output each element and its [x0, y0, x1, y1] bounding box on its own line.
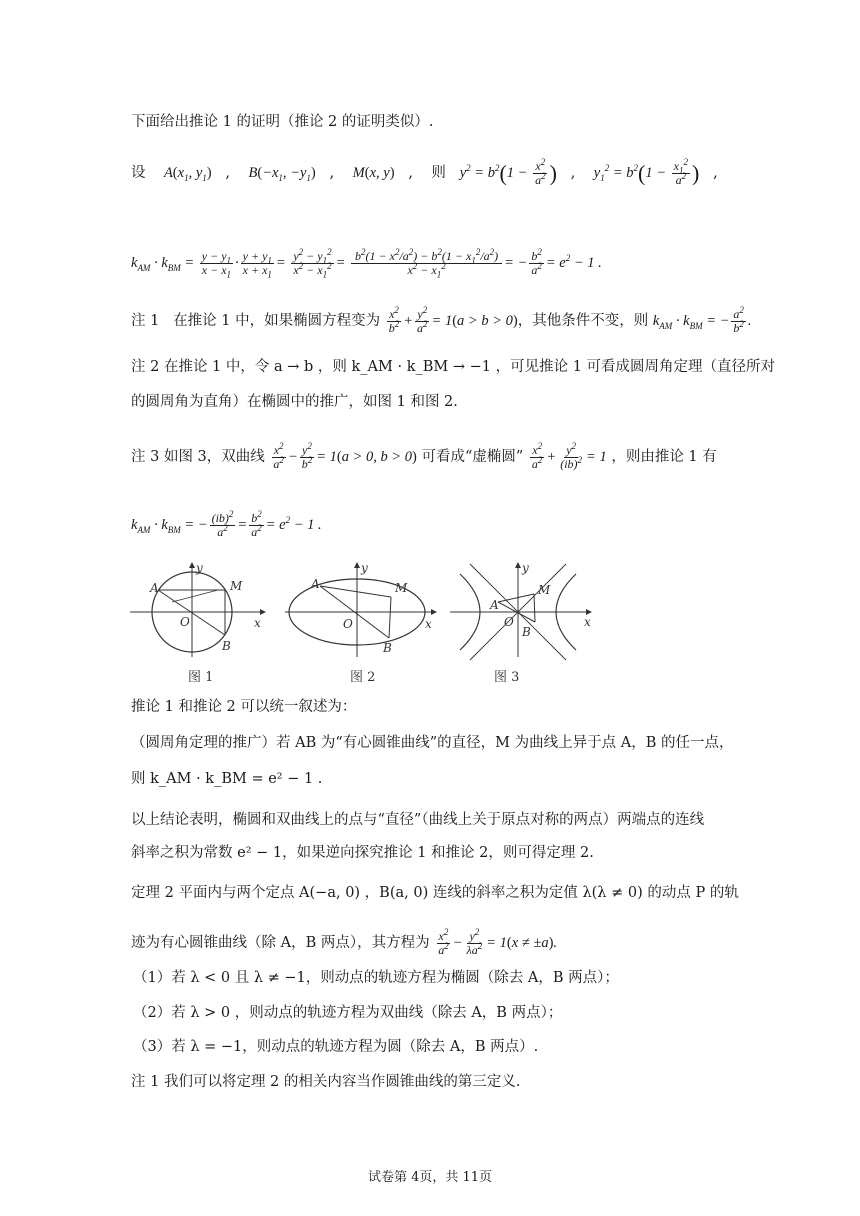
figure-2-ellipse-diagram [285, 562, 445, 662]
unify-line: 推论 1 和推论 2 可以统一叙述为： [131, 699, 357, 715]
imaginary-ellipse-formula: $\frac{x^2}{a^2}$ + $\frac{y^2}{(ib)^2}$ = 1 [531, 441, 607, 471]
y-squared-formula: $y^2 = b^2(1$ − $\frac{x^2}{a^2}$ ) [459, 157, 557, 187]
setup-word: 设 [131, 164, 146, 181]
note3-result-formula: $k_{AM} \cdot k_{BM}$ = − $\frac{(ib)^2}{a^2}$ = $\frac{b^2}{a^2}$ = $e^2 - 1$ . [131, 509, 322, 539]
fig3-label-m: M [538, 583, 551, 597]
case-3: （3）若 λ = −1，则动点的轨迹方程为圆（除去 A，B 两点）. [133, 1039, 539, 1055]
point-m-formula: M(x, y) [352, 164, 395, 181]
fig1-label-o: O [180, 615, 190, 629]
point-a-formula: $A(x_1$, $y_1$) [163, 164, 212, 183]
note3-end: ，则由推论 1 有 [611, 448, 717, 465]
fig2-label-b: B [383, 641, 392, 655]
conclusion-line2: 斜率之积为常数 e² − 1，如果逆向探究推论 1 和推论 2，则可得定理 2. [131, 845, 594, 861]
setup-then: 则 [431, 164, 446, 181]
point-b-formula: $B(-x_1$, $-y_1$) [248, 164, 316, 183]
hyperbola-formula: $\frac{x^2}{a^2}$ − $\frac{y^2}{b^2}$ = 1(a > 0, b > 0) [273, 441, 417, 471]
fig2-label-a: A [311, 577, 320, 591]
note1-ellipse-formula: $\frac{x^2}{b^2}$ + $\frac{y^2}{a^2}$ = 1(a > b > 0) [388, 305, 518, 335]
figure-1-caption: 图 1 [188, 670, 214, 685]
fig1-label-m: M [230, 579, 243, 593]
note1-line [131, 305, 752, 335]
slope-product-formula: $k_{AM} \cdot k_{BM}$ = $\frac{y - y_1}{x - x_1}$ · $\frac{y + y_1}{x + x_1}$ = $\frac{y^2 - y_1^2}{x^2 - x_1^2}$ = $\frac{b^2(1 - x^2/a^2) - b^2(1 - x_1^2/a^2)}{x^2 - x_1^2}$ = − $\frac{b^2}{a^2}$ = $e^2 - 1$ . [131, 247, 602, 280]
y1-squared-formula: $y_1^2 = b^2(1$ − $\frac{x_1^2}{a^2}$ ) [593, 157, 700, 187]
case-2: （2）若 λ > 0 ，则动点的轨迹方程为双曲线（除去 A，B 两点）； [133, 1005, 563, 1021]
theorem2-equation: $\frac{x^2}{a^2}$ − $\frac{y^2}{\lambda a^2}$ = 1(x ≠ ±a). [438, 927, 558, 957]
generalized-line-b: 则 k_AM · k_BM = e² − 1 . [131, 771, 323, 787]
theorem2-line1: 定理 2 平面内与两个定点 A(−a, 0) ，B(a, 0) 连线的斜率之积为定值 λ(λ ≠ 0) 的动点 P 的轨 [131, 885, 739, 901]
figure-3-hyperbola-diagram [450, 562, 600, 662]
figure-2-caption: 图 2 [350, 670, 376, 685]
fig3-label-x: x [584, 615, 591, 629]
note2-line1: 注 2 在推论 1 中，令 a → b ，则 k_AM · k_BM → −1 ，可见推论 1 可看成圆周角定理（直径所对 [131, 359, 776, 375]
note3-result-line [131, 509, 322, 539]
fig2-label-o: O [343, 617, 353, 631]
note1-result-formula: $k_{AM} \cdot k_{BM}$ = − $\frac{a^2}{b^2}$ . [652, 305, 752, 335]
conclusion-line1: 以上结论表明，椭圆和双曲线上的点与“直径”（曲线上关于原点对称的两点）两端点的连线 [131, 812, 705, 828]
fig3-label-a: A [490, 598, 499, 612]
note3-label: 注 3 如图 3，双曲线 [131, 448, 265, 465]
note1-label: 注 1 [131, 312, 160, 329]
fig3-label-b: B [522, 625, 531, 639]
note1-text-a: 在推论 1 中，如果椭圆方程变为 [173, 312, 381, 329]
fig2-label-y: y [361, 562, 368, 575]
theorem2-line2-text: 迹为有心圆锥曲线（除 A，B 两点），其方程为 [131, 934, 430, 951]
case-1: （1）若 λ < 0 且 λ ≠ −1，则动点的轨迹方程为椭圆（除去 A，B 两点）； [133, 970, 619, 986]
final-note: 注 1 我们可以将定理 2 的相关内容当作圆锥曲线的第三定义. [131, 1074, 521, 1090]
page-footer: 试卷第 4页，共 11页 [367, 1170, 493, 1185]
fig1-label-x: x [254, 616, 261, 630]
fig2-label-m: M [395, 581, 408, 595]
setup-line: 设 $A(x_1$, $y_1$) , $B(-x_1$, $-y_1$) , M(x, y) , 则 $y^2 = b^2(1$ − $\frac{x^2}{a^2}$ ) , $y_1^2 = b^2(1$ − $\frac{x_1^2}{a^2}$ ) , [131, 157, 718, 187]
note3-line [131, 441, 717, 471]
generalized-line-a: （圆周角定理的推广）若 AB 为“有心圆锥曲线”的直径，M 为曲线上异于点 A，B 的任一点， [131, 735, 734, 751]
fig3-label-y: y [522, 562, 529, 575]
slope-product-line [131, 247, 602, 280]
theorem2-line2 [131, 927, 558, 957]
fig2-label-x: x [425, 617, 432, 631]
fig1-label-a: A [150, 581, 159, 595]
fig1-label-y: y [196, 562, 203, 575]
figure-1-circle-diagram [130, 562, 270, 662]
figure-3-caption: 图 3 [494, 670, 520, 685]
fig3-label-o: O [504, 615, 514, 629]
note1-text-b: ，其他条件不变，则 [517, 312, 649, 329]
note2-line2: 的圆周角为直角）在椭圆中的推广，如图 1 和图 2. [131, 394, 458, 410]
fig1-label-b: B [222, 639, 231, 653]
intro-line: 下面给出推论 1 的证明（推论 2 的证明类似）. [131, 114, 434, 130]
note3-mid: 可看成“虚椭圆” [421, 448, 524, 465]
